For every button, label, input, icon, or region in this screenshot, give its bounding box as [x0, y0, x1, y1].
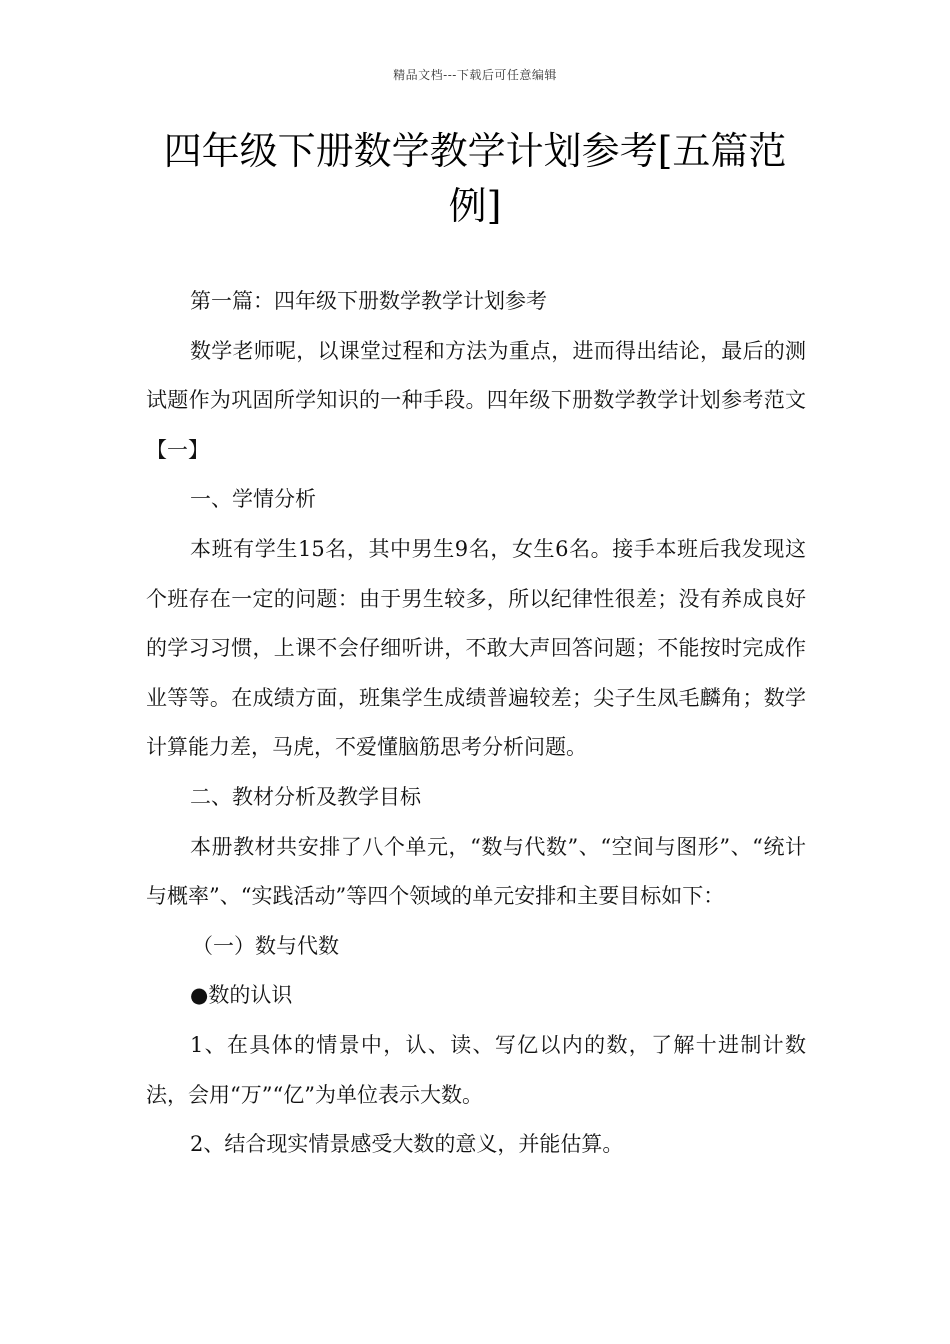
heading-student-analysis: 一、学情分析 — [190, 487, 316, 512]
page-header: 精品文档---下载后可任意编辑 — [393, 68, 557, 82]
list-item-1: 1、在具体的情景中，认、读、写亿以内的数，了解十进制计数法，会用“万”“亿”为单位表示大数。 — [146, 1032, 806, 1107]
student-analysis-paragraph: 本班有学生15名，其中男生9名，女生6名。接手本班后我发现这个班存在一定的问题：由于男生较多，所以纪律性很差；没有养成良好的学习习惯，上课不会仔细听讲，不敢大声回答问题；不能按时完成作业等等。在成绩方面，班集学生成绩普遍较差；尖子生凤毛麟角；数学计算能力差，马虎，不爱懂脑筋思考分析问题。 — [146, 536, 806, 760]
section-heading-part-one: 第一篇：四年级下册数学教学计划参考 — [190, 289, 547, 313]
document-body — [146, 277, 806, 1170]
heading-textbook-analysis: 二、教材分析及教学目标 — [190, 784, 421, 809]
subheading-numbers-algebra: （一）数与代数 — [192, 933, 339, 958]
textbook-analysis-paragraph: 本册教材共安排了八个单元，“数与代数”、“空间与图形”、“统计与概率”、“实践活动”等四个领域的单元安排和主要目标如下： — [146, 834, 806, 909]
intro-paragraph: 数学老师呢，以课堂过程和方法为重点，进而得出结论，最后的测试题作为巩固所学知识的一种手段。四年级下册数学教学计划参考范文【一】 — [146, 338, 806, 462]
list-item-2: 2、结合现实情景感受大数的意义，并能估算。 — [190, 1132, 624, 1157]
bullet-number-recognition: ●数的认识 — [190, 983, 293, 1008]
document-title: 四年级下册数学教学计划参考[五篇范例] — [163, 129, 787, 228]
